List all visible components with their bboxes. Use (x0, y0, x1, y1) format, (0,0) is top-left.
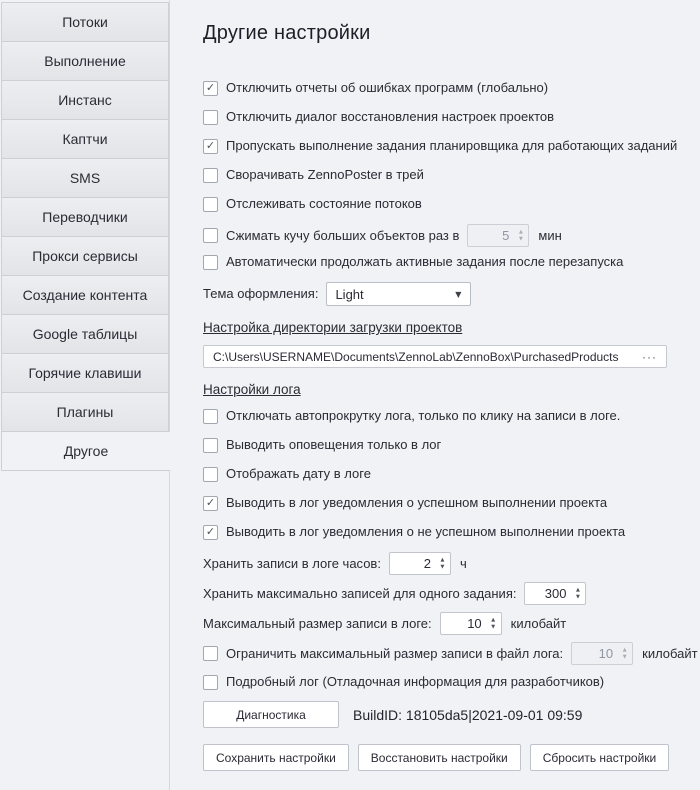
track-thread-state-checkbox[interactable] (203, 197, 218, 212)
limit-file-record-size-checkbox[interactable] (203, 646, 218, 661)
spinner-buttons (513, 225, 528, 246)
checkbox-label: Отключать автопрокрутку лога, только по клику на записи в логе. (226, 408, 621, 423)
checkbox-label: Выводить в лог уведомления о успешном выполнении проекта (226, 495, 608, 510)
spinner-value: 10 (598, 646, 614, 661)
spin-up-icon[interactable]: ▲ (518, 228, 523, 235)
checkbox-row (203, 137, 700, 155)
projects-dir-heading: Настройка директории загрузки проектов (203, 320, 463, 335)
checkbox-row (203, 108, 700, 126)
skip-scheduler-task-checkbox[interactable]: ✓ (203, 139, 218, 154)
compress-heap-checkbox[interactable] (203, 228, 218, 243)
sidebar-item-captchas[interactable]: Каптчи (1, 119, 169, 159)
unit-label: ч (459, 556, 467, 571)
spin-up-icon[interactable]: ▲ (440, 556, 445, 563)
limit-file-size-row (203, 642, 700, 665)
sidebar-item-threads[interactable]: Потоки (1, 2, 169, 42)
spin-down-icon[interactable]: ▼ (440, 563, 445, 570)
theme-select[interactable] (326, 282, 471, 306)
theme-selected-value: Light (335, 286, 364, 302)
checkbox-row (203, 465, 700, 483)
sidebar-item-translators[interactable]: Переводчики (1, 197, 169, 237)
checkbox-label: Пропускать выполнение задания планировщика для работающих заданий (226, 138, 678, 153)
spin-down-icon[interactable]: ▼ (491, 623, 496, 630)
sidebar-item-instance[interactable]: Инстанс (1, 80, 169, 120)
max-records-spinner[interactable] (524, 582, 586, 605)
spin-up-icon[interactable]: ▲ (622, 646, 627, 653)
notifications-log-only-checkbox[interactable] (203, 438, 218, 453)
spin-down-icon[interactable]: ▼ (576, 593, 580, 600)
spinner-value: 10 (467, 616, 482, 631)
sidebar-item-plugins[interactable]: Плагины (1, 392, 169, 432)
theme-row (203, 282, 700, 306)
disable-log-autoscroll-checkbox[interactable] (203, 409, 218, 424)
minimize-to-tray-checkbox[interactable] (203, 168, 218, 183)
reset-settings-button[interactable]: Сбросить настройки (530, 744, 669, 771)
verbose-log-checkbox[interactable] (203, 675, 218, 690)
log-settings-heading: Настройки лога (203, 382, 301, 397)
store-hours-spinner[interactable] (389, 552, 451, 575)
compress-interval-spinner[interactable] (467, 224, 529, 247)
max-records-row (203, 582, 700, 605)
checkbox-label: Автоматически продолжать активные задания после перезапуска (226, 254, 624, 269)
sidebar-item-google-sheets[interactable]: Google таблицы (1, 314, 169, 354)
checkbox-label: Сворачивать ZennoPoster в трей (226, 167, 424, 182)
checkbox-label: Отключить диалог восстановления настроек проектов (226, 109, 555, 124)
auto-continue-tasks-checkbox[interactable] (203, 255, 218, 270)
spinner-buttons (435, 553, 450, 574)
unit-label: килобайт (510, 616, 567, 631)
checkbox-row (203, 166, 700, 184)
checkbox-row (203, 253, 700, 271)
checkbox-row (203, 79, 700, 97)
spin-down-icon[interactable]: ▼ (518, 235, 523, 242)
footer-actions (203, 744, 700, 771)
disable-restore-dialog-checkbox[interactable] (203, 110, 218, 125)
chevron-down-icon: ▼ (455, 289, 462, 299)
field-label: Хранить записи в логе часов: (203, 555, 381, 571)
checkbox-row (203, 673, 700, 691)
sidebar-item-proxy-services[interactable]: Прокси сервисы (1, 236, 169, 276)
checkbox-label: Ограничить максимальный размер записи в файл лога: (226, 645, 564, 661)
projects-dir-input[interactable] (203, 345, 667, 368)
spinner-value: 2 (423, 556, 431, 571)
limit-file-record-size-spinner[interactable] (571, 642, 633, 665)
log-failure-notifications-checkbox[interactable]: ✓ (203, 525, 218, 540)
sidebar-item-sms[interactable]: SMS (1, 158, 169, 198)
sidebar-item-content-creation[interactable]: Создание контента (1, 275, 169, 315)
checkbox-label: Сжимать кучу больших объектов раз в (226, 227, 460, 243)
field-label: Максимальный размер записи в логе: (203, 615, 432, 631)
show-date-in-log-checkbox[interactable] (203, 467, 218, 482)
max-record-size-row (203, 612, 700, 635)
checkbox-row (203, 523, 700, 541)
projects-dir-value: C:\Users\USERNAME\Documents\ZennoLab\ZennoBox\PurchasedProducts (213, 349, 619, 364)
checkbox-label: Выводить оповещения только в лог (226, 437, 442, 452)
checkbox-label: Отображать дату в логе (226, 466, 371, 481)
disable-error-reports-checkbox[interactable]: ✓ (203, 81, 218, 96)
browse-ellipsis-icon[interactable]: ··· (642, 349, 657, 364)
spinner-value: 300 (544, 586, 567, 601)
sidebar (0, 0, 170, 790)
store-hours-row (203, 552, 700, 575)
unit-label: мин (538, 228, 562, 243)
diagnostics-button[interactable]: Диагностика (203, 701, 339, 728)
spinner-buttons (570, 583, 585, 604)
sidebar-item-hotkeys[interactable]: Горячие клавиши (1, 353, 169, 393)
checkbox-row (203, 436, 700, 454)
page-title: Другие настройки (203, 22, 371, 44)
spinner-value: 5 (502, 228, 510, 243)
spin-up-icon[interactable]: ▲ (576, 586, 580, 593)
compress-heap-row (203, 224, 700, 247)
sidebar-item-other[interactable]: Другое (1, 431, 170, 471)
build-id-text: BuildID: 18105da5|2021-09-01 09:59 (353, 706, 583, 723)
checkbox-label: Подробный лог (Отладочная информация для разработчиков) (226, 674, 605, 689)
checkbox-row (203, 195, 700, 213)
checkbox-label: Отслеживать состояние потоков (226, 196, 422, 211)
restore-settings-button[interactable]: Восстановить настройки (358, 744, 521, 771)
spinner-buttons (617, 643, 632, 664)
log-success-notifications-checkbox[interactable]: ✓ (203, 496, 218, 511)
checkbox-label: Отключить отчеты об ошибках программ (глобально) (226, 80, 549, 95)
checkbox-row (203, 407, 700, 425)
unit-label: килобайт (642, 646, 698, 661)
diagnostics-row (203, 701, 700, 728)
content-panel (170, 0, 700, 790)
spin-up-icon[interactable]: ▲ (491, 616, 496, 623)
theme-label: Тема оформления: (203, 286, 319, 301)
max-record-size-spinner[interactable] (440, 612, 502, 635)
checkbox-label: Выводить в лог уведомления о не успешном выполнении проекта (226, 524, 626, 539)
field-label: Хранить максимально записей для одного задания: (203, 585, 517, 601)
spin-down-icon[interactable]: ▼ (622, 653, 627, 660)
sidebar-item-execution[interactable]: Выполнение (1, 41, 169, 81)
spinner-buttons (486, 613, 501, 634)
save-settings-button[interactable]: Сохранить настройки (203, 744, 349, 771)
checkbox-row (203, 494, 700, 512)
